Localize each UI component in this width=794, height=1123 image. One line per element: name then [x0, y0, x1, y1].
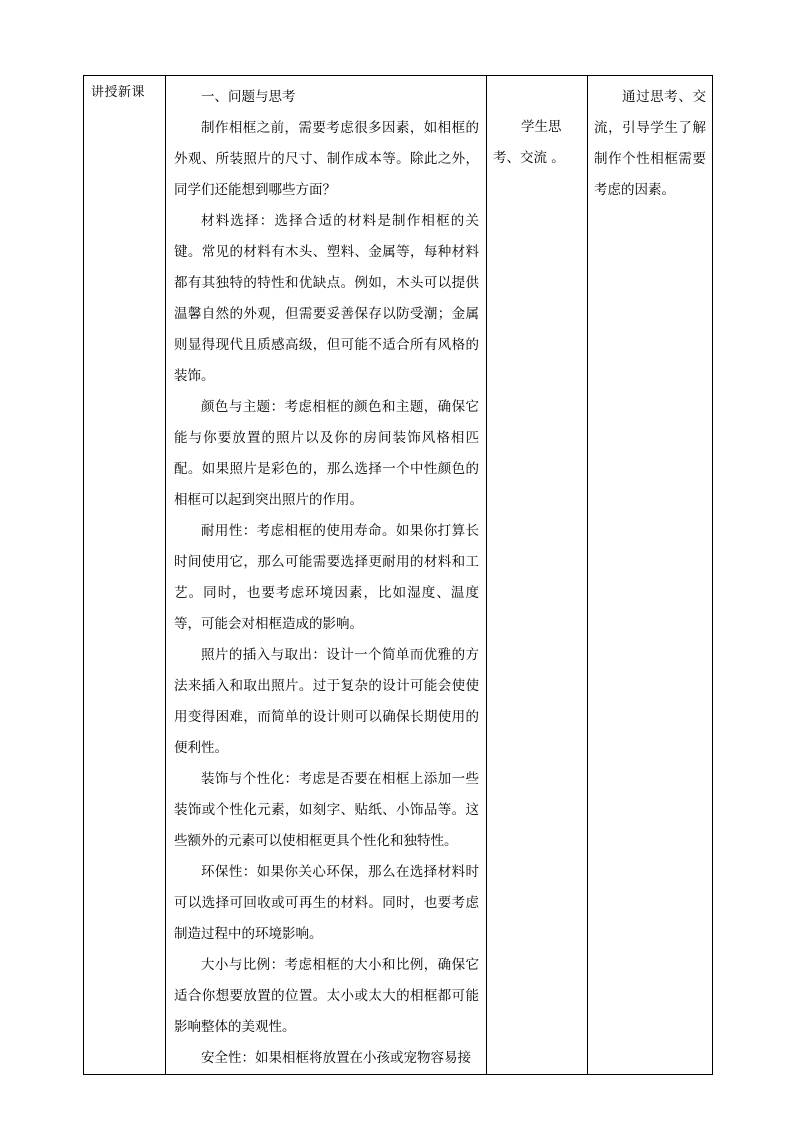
table-row: [84, 76, 713, 1075]
paragraph: 颜色与主题：考虑相框的颜色和主题，确保它能与你要放置的照片以及你的房间装饰风格相匹配。如果照片是彩色的，那么选择一个中性颜色的相框可以起到突出照片的作用。: [174, 399, 479, 508]
stage-cell: [84, 76, 166, 1075]
section-title: 一、问题与思考: [201, 89, 296, 105]
content-body: [166, 76, 486, 1074]
paragraph: 环保性：如果你关心环保，那么在选择材料时可以选择可回收或可再生的材料。同时，也要考虑制造过程中的环境影响。: [174, 864, 479, 942]
stage-label: 讲授新课: [91, 85, 146, 100]
paragraph: 制作相框之前，需要考虑很多因素，如相框的外观、所装照片的尺寸、制作成本等。除此之外，同学们还能想到哪些方面？: [174, 120, 479, 198]
design-intent-text: 通过思考、交流，引导学生了解制作个性相框需要考虑的因素。: [594, 89, 706, 198]
paragraph: 大小与比例：考虑相框的大小和比例，确保它适合你想要放置的位置。太小或太大的相框都可能影响整体的美观性。: [174, 957, 479, 1035]
student-activity-cell: [487, 76, 588, 1075]
paragraph: 耐用性：考虑相框的使用寿命。如果你打算长时间使用它，那么可能需要选择更耐用的材料和工艺。同时，也要考虑环境因素，比如湿度、温度等，可能会对相框造成的影响。: [174, 523, 479, 632]
paragraph: 装饰与个性化：考虑是否要在相框上添加一些装饰或个性化元素，如刻字、贴纸、小饰品等。这些额外的元素可以使相框更具个性化和独特性。: [174, 771, 479, 849]
design-intent-cell: [588, 76, 713, 1075]
content-cell: [166, 76, 487, 1075]
paragraph: 照片的插入与取出：设计一个简单而优雅的方法来插入和取出照片。过于复杂的设计可能会使使用变得困难，而简单的设计则可以确保长期使用的便利性。: [174, 647, 479, 756]
lesson-plan-table: [83, 75, 713, 1075]
paragraph: 材料选择：选择合适的材料是制作相框的关键。常见的材料有木头、塑料、金属等，每种材料都有其独特的特性和优缺点。例如，木头可以提供温馨自然的外观，但需要妥善保存以防受潮；金属则显得现代且质感高级，但可能不适合所有风格的装饰。: [174, 213, 479, 384]
student-activity-text: 学生思考、交流 。: [493, 119, 565, 166]
paragraph: 安全性：如果相框将放置在小孩或宠物容易接: [201, 1050, 471, 1066]
